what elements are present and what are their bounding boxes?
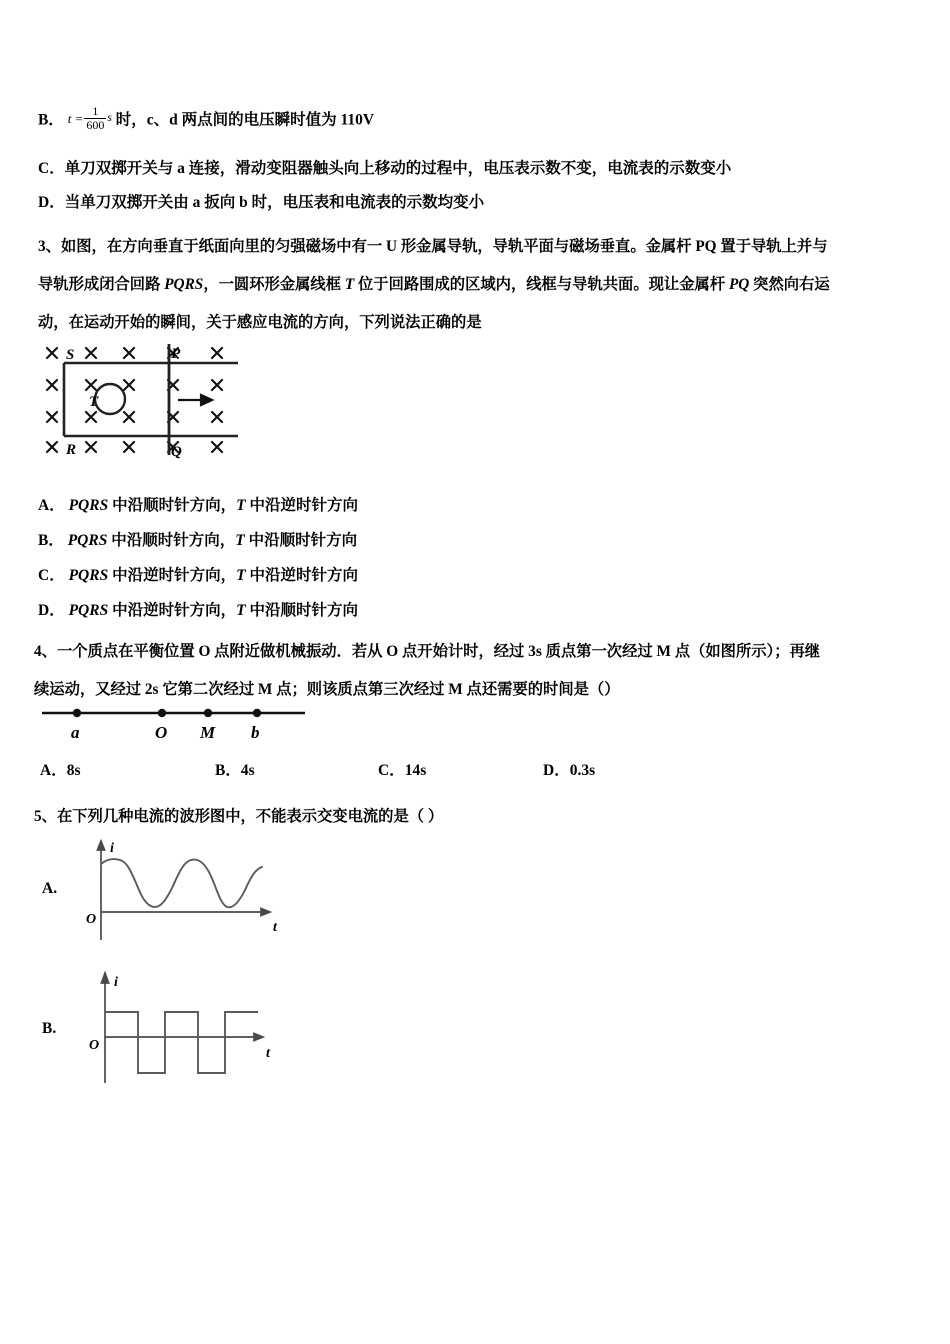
q4-option-b-label: B．	[215, 762, 241, 779]
label-t: T	[89, 394, 99, 410]
figure-sine-wave-all-positive	[80, 838, 300, 948]
q3-option-c-label: C．	[38, 567, 65, 584]
q3-option-c-loop: T	[236, 567, 246, 584]
origin-label-o: O	[89, 1038, 100, 1053]
label-r: R	[66, 442, 77, 458]
q3-option-d-circuit: PQRS	[68, 602, 109, 619]
option-c-row	[38, 159, 731, 179]
figure-u-shaped-rail	[38, 337, 263, 459]
q3-option-a-text1: 中沿顺时针方向，	[108, 497, 237, 514]
q3-option-c-circuit: PQRS	[68, 567, 109, 584]
question-4-line-2: 续运动，又经过 2s 它第二次经过 M 点；则该质点第三次经过 M 点还需要的时间是（）	[34, 681, 620, 698]
question-3-line-3: 动，在运动开始的瞬间，关于感应电流的方向，下列说法正确的是	[38, 314, 482, 331]
label-p: P	[171, 346, 181, 362]
point-b-label: b	[251, 723, 260, 742]
q4-option-a	[40, 761, 81, 781]
q4-option-c-label: C．	[378, 762, 405, 779]
q3-option-b-loop: T	[235, 532, 245, 549]
point-o-label: O	[155, 723, 168, 742]
q4-option-d	[543, 761, 595, 781]
formula-t-equals-one-over-600	[67, 104, 112, 133]
question-3-line-1: 3、如图，在方向垂直于纸面向里的匀强磁场中有一 U 形金属导轨，导轨平面与磁场垂直。金属杆 PQ 置于导轨上并与	[38, 238, 828, 255]
q3-option-d-loop: T	[236, 602, 246, 619]
q3-option-a-loop: T	[236, 497, 246, 514]
origin-label-o: O	[86, 912, 97, 927]
option-d-label: D．	[38, 194, 65, 211]
q3-option-d-text2: 中沿顺时针方向	[245, 602, 358, 619]
q3-option-d	[38, 601, 358, 621]
q3-option-a-circuit: PQRS	[68, 497, 109, 514]
figure-square-wave-alternating	[80, 965, 300, 1090]
label-q: Q	[171, 444, 182, 459]
option-b-text: 时，c、d 两点间的电压瞬时值为 110V	[115, 111, 375, 129]
q4-option-b-value: 4s	[240, 762, 255, 779]
point-o-dot	[158, 709, 166, 717]
option-c-label: C．	[38, 160, 65, 177]
q4-option-c	[378, 761, 426, 781]
q4-option-a-value: 8s	[66, 762, 81, 779]
fraction-numerator: 1	[84, 106, 106, 119]
formula-variable: t =	[67, 110, 84, 126]
q3-option-d-label: D．	[38, 602, 65, 619]
q5-graph-b-label: B.	[42, 1020, 57, 1037]
point-a-dot	[73, 709, 81, 717]
q3-option-b-text1: 中沿顺时针方向，	[107, 532, 236, 549]
point-a-label: a	[71, 723, 80, 742]
q5-graph-a-label: A.	[42, 880, 58, 897]
label-s: S	[66, 347, 75, 363]
formula-unit: s	[107, 111, 112, 124]
q3-option-c	[38, 566, 358, 586]
q4-option-b	[215, 761, 255, 781]
q3-option-c-text2: 中沿逆时针方向	[245, 567, 358, 584]
axis-label-i: i	[110, 841, 114, 856]
option-d-row	[38, 193, 484, 213]
q3-option-a	[38, 496, 358, 516]
q3-l2-loop-t: T	[344, 276, 355, 293]
q3-option-b-text2: 中沿顺时针方向	[244, 532, 358, 549]
q3-l2-part-c: 位于回路围成的区域内，线框与导轨共面。现让金属杆	[354, 276, 729, 293]
question-4-line-1: 4、一个质点在平衡位置 O 点附近做机械振动．若从 O 点开始计时，经过 3s 质点第一次经过 M 点（如图所示）；再继	[34, 643, 821, 660]
axis-label-t: t	[273, 920, 277, 935]
figure-oscillation-number-line	[40, 702, 310, 748]
q3-option-a-text2: 中沿逆时针方向	[245, 497, 358, 514]
q3-l2-part-a: 导轨形成闭合回路	[38, 276, 165, 293]
q3-option-b	[38, 531, 357, 551]
q3-l2-rod-pq: PQ	[728, 276, 750, 293]
q3-option-a-label: A．	[38, 497, 65, 514]
option-b-row	[38, 104, 375, 134]
point-b-dot	[253, 709, 261, 717]
q3-option-b-label: B．	[38, 532, 64, 549]
fraction-denominator: 600	[86, 118, 105, 132]
q4-option-d-label: D．	[543, 762, 570, 779]
axis-label-i: i	[114, 975, 118, 990]
axis-label-t: t	[266, 1046, 270, 1061]
option-b-label: B．	[38, 111, 64, 129]
option-c-text: 单刀双掷开关与 a 连接，滑动变阻器触头向上移动的过程中，电压表示数不变，电流表的示数变小	[64, 160, 732, 177]
point-m-dot	[204, 709, 212, 717]
point-m-label: M	[200, 723, 216, 742]
q3-option-b-circuit: PQRS	[67, 532, 108, 549]
q3-option-d-text1: 中沿逆时针方向，	[108, 602, 237, 619]
q3-l2-part-b: ，一圆环形金属线框	[203, 276, 345, 293]
q4-option-d-value: 0.3s	[569, 762, 596, 779]
q3-l2-part-d: 突然向右运	[749, 276, 830, 293]
option-d-text: 当单刀双掷开关由 a 扳向 b 时，电压表和电流表的示数均变小	[64, 194, 485, 211]
q4-option-a-label: A．	[40, 762, 67, 779]
q4-option-c-value: 14s	[404, 762, 427, 779]
question-3-line-2	[38, 266, 928, 304]
q3-option-c-text1: 中沿逆时针方向，	[108, 567, 237, 584]
q3-l2-circuit-pqrs: PQRS	[164, 276, 204, 293]
question-5-line-1: 5、在下列几种电流的波形图中，不能表示交变电流的是（ ）	[34, 808, 444, 825]
